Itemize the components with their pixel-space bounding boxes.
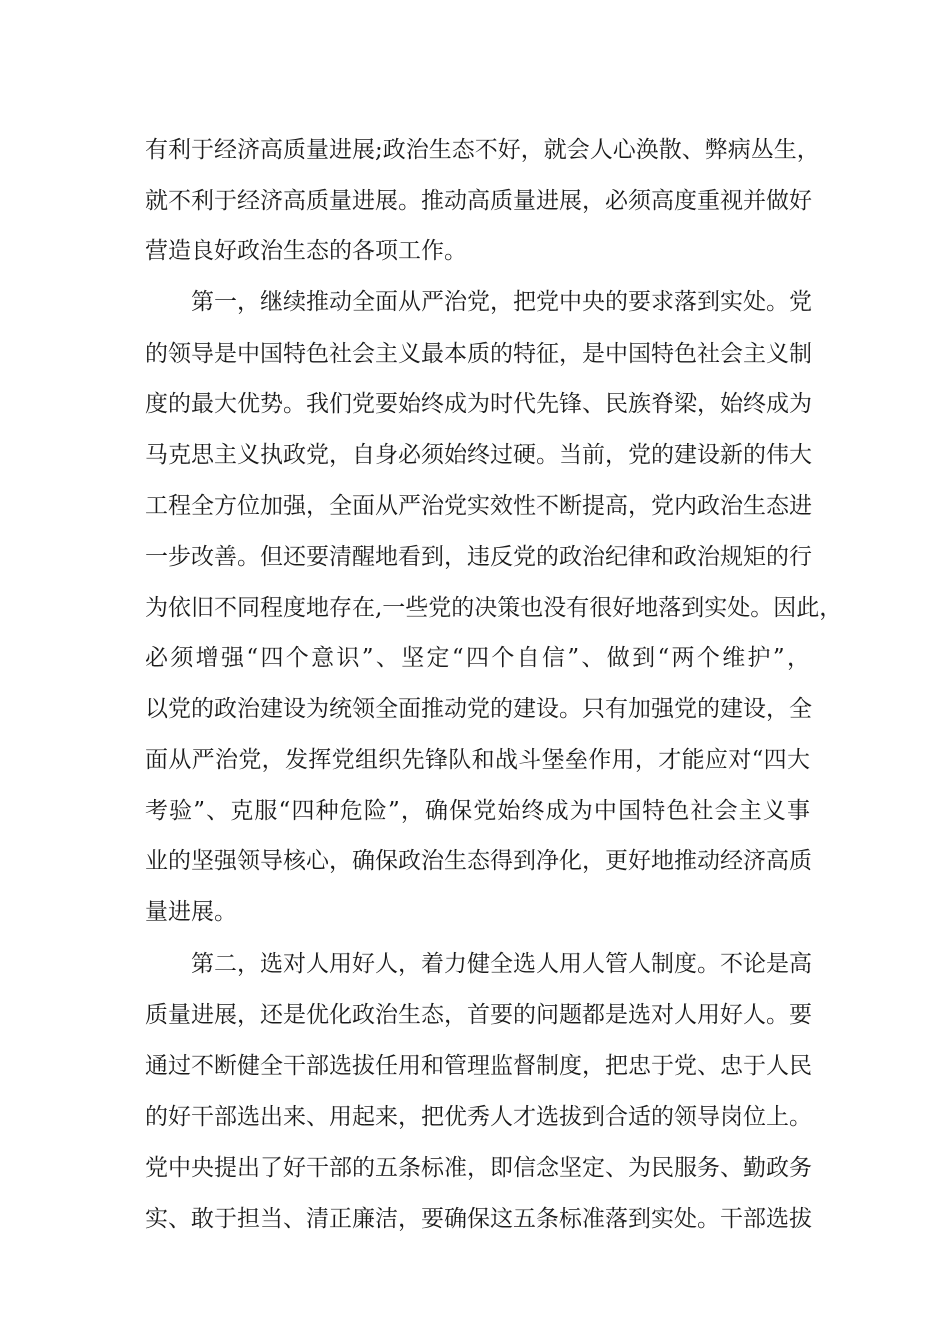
paragraph-3-line-6: 实、敢于担当、清正廉洁，要确保这五条标准落到实处。干部选拔 xyxy=(145,1206,812,1232)
paragraph-1-line-1: 有利于经济高质量进展;政治生态不好，就会人心涣散、弊病丛生， xyxy=(145,137,820,163)
paragraph-3-line-4: 的好干部选出来、用起来，把优秀人才选拔到合适的领导岗位上。 xyxy=(145,1104,812,1130)
paragraph-2-line-7: 为依旧不同程度地存在,一些党的决策也没有很好地落到实处。因此， xyxy=(145,595,843,621)
paragraph-2-line-2: 的领导是中国特色社会主义最本质的特征，是中国特色社会主义制 xyxy=(145,341,812,367)
paragraph-2-line-11: 考验”、克服“四种危险”，确保党始终成为中国特色社会主义事 xyxy=(145,798,810,824)
paragraph-2-line-4: 马克思主义执政党，自身必须始终过硬。当前，党的建设新的伟大 xyxy=(145,442,812,468)
paragraph-2-line-13: 量进展。 xyxy=(145,899,237,925)
paragraph-3-line-3: 通过不断健全干部选拔任用和管理监督制度，把忠于党、忠于人民 xyxy=(145,1053,812,1079)
paragraph-1-line-2: 就不利于经济高质量进展。推动高质量进展，必须高度重视并做好 xyxy=(145,188,812,214)
paragraph-2-line-1: 第一，继续推动全面从严治党，把党中央的要求落到实处。党 xyxy=(191,289,812,315)
paragraph-3-line-2: 质量进展，还是优化政治生态，首要的问题都是选对人用好人。要 xyxy=(145,1002,812,1028)
paragraph-2-line-3: 度的最大优势。我们党要始终成为时代先锋、民族脊梁，始终成为 xyxy=(145,391,812,417)
paragraph-3-line-5: 党中央提出了好干部的五条标准，即信念坚定、为民服务、勤政务 xyxy=(145,1155,812,1181)
paragraph-2-line-9: 以党的政治建设为统领全面推动党的建设。只有加强党的建设，全 xyxy=(145,696,812,722)
paragraph-1-line-3: 营造良好政治生态的各项工作。 xyxy=(145,238,467,264)
paragraph-2-line-10: 面从严治党，发挥党组织先锋队和战斗堡垒作用，才能应对“四大 xyxy=(145,747,810,773)
paragraph-2-line-12: 业的坚强领导核心，确保政治生态得到净化，更好地推动经济高质 xyxy=(145,848,812,874)
paragraph-2-line-6: 一步改善。但还要清醒地看到，违反党的政治纪律和政治规矩的行 xyxy=(145,544,812,570)
paragraph-3-line-1: 第二，选对人用好人，着力健全选人用人管人制度。不论是高 xyxy=(191,951,812,977)
paragraph-2-line-5: 工程全方位加强，全面从严治党实效性不断提高，党内政治生态进 xyxy=(145,493,812,519)
paragraph-2-line-8: 必须增强“四个意识”、坚定“四个自信”、做到“两个维护”， xyxy=(145,645,810,671)
